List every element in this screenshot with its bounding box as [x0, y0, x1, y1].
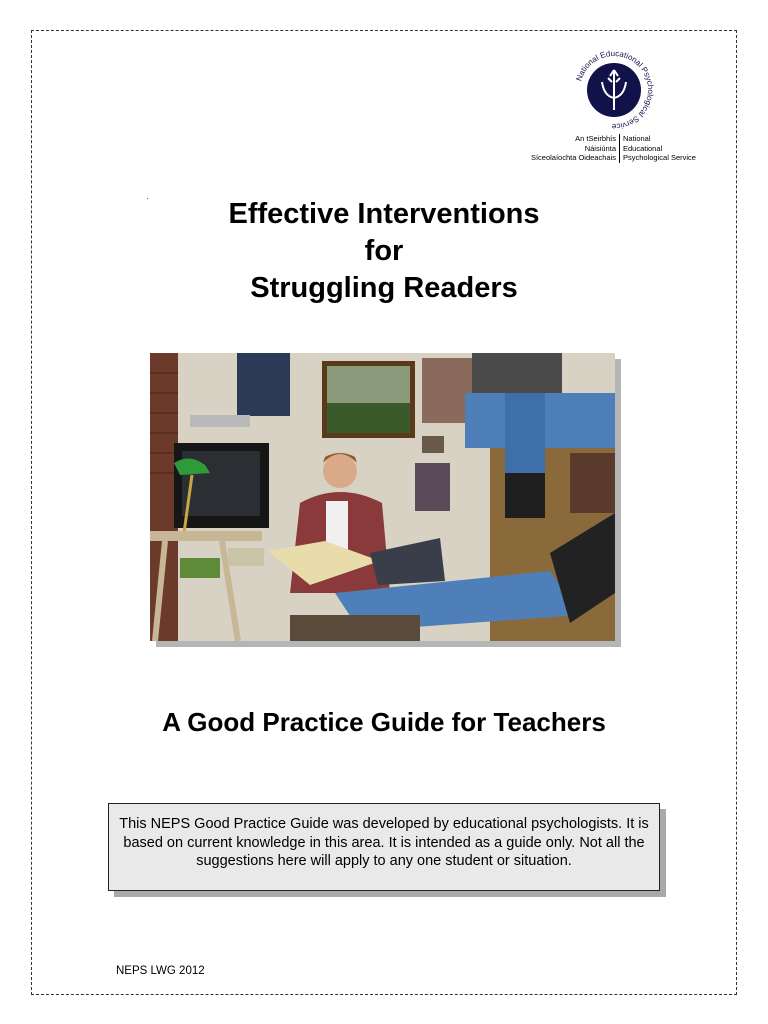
- vcr: [190, 415, 250, 427]
- wall-photo: [415, 463, 450, 511]
- title-line-3: Struggling Readers: [250, 272, 518, 304]
- side-table: [150, 531, 262, 541]
- disclaimer-text: This NEPS Good Practice Guide was developed by educational psychologists. It is based on current knowledge in this area. It is intended as a guide only. Not all the suggestions here will apply to any one student or situation.: [119, 816, 649, 869]
- student-head: [323, 454, 357, 488]
- logo-irish-line-1: An tSeirbhís: [518, 134, 620, 144]
- footer-code: NEPS LWG 2012: [116, 965, 205, 977]
- wall-poster-2: [422, 358, 472, 423]
- logo-irish-line-3: Síceolaíochta Oideachais: [518, 153, 620, 163]
- seal-ring-text: National Educational Psychological Service: [574, 48, 656, 132]
- document-title: [0, 196, 768, 307]
- logo-irish-line-2: Náisiúnta: [518, 144, 620, 154]
- cover-photo: [150, 353, 615, 641]
- neps-logo: [518, 48, 708, 166]
- title-line-2: for: [364, 235, 404, 267]
- logo-english-line-2: Educational: [623, 143, 663, 153]
- wall-poster-1: [237, 353, 290, 416]
- logo-english-line-1: National: [623, 134, 651, 143]
- neps-seal-icon: [572, 48, 656, 132]
- logo-text: [518, 134, 708, 163]
- stereo: [505, 473, 545, 518]
- student-reading-illustration: [150, 353, 615, 641]
- title-line-1: Effective Interventions: [228, 198, 540, 230]
- document-subtitle: A Good Practice Guide for Teachers: [162, 707, 606, 737]
- disclaimer-box: [108, 803, 660, 891]
- logo-english-line-3: Psychological Service: [623, 153, 696, 162]
